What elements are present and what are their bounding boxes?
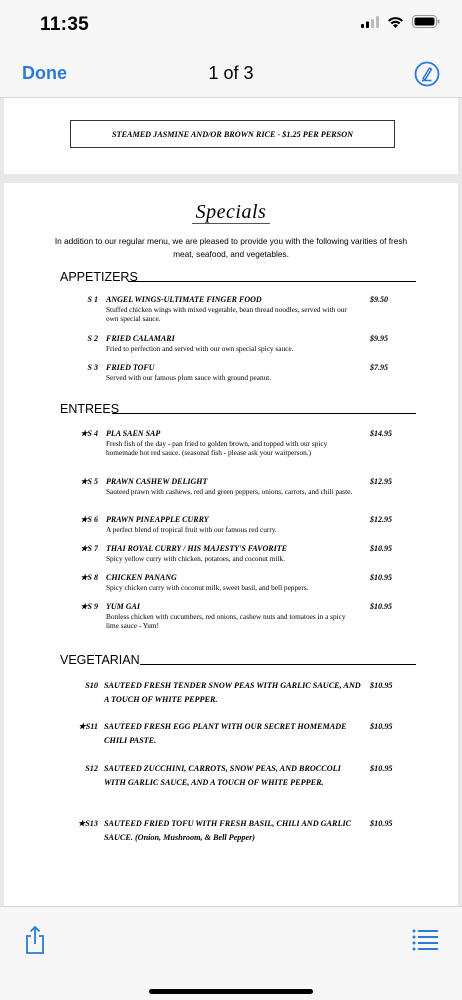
item-price: $10.95 <box>370 819 393 828</box>
item-name: FRIED TOFU <box>106 363 155 372</box>
item-code: S 3 <box>87 363 98 372</box>
item-price: $12.95 <box>370 515 392 524</box>
item-desc: Spicy chicken curry with coconut milk, sweet basil, and bell peppers. <box>106 582 309 592</box>
item-name: PRAWN CASHEW DELIGHT <box>106 477 208 486</box>
item-price: $10.95 <box>370 602 392 611</box>
item-name: SAUTEED ZUCCHINI, CARROTS, SNOW PEAS, AND BROCCOLI WITH GARLIC SAUCE, AND A TOUCH OF WHITE PEPPER. <box>104 764 341 787</box>
home-indicator[interactable] <box>149 989 313 994</box>
item-code: ★S 6 <box>80 515 98 524</box>
item-code: S 1 <box>87 295 98 304</box>
item-price: $10.95 <box>370 573 392 582</box>
section-title: VEGETARIAN <box>60 653 140 667</box>
item-price: $10.95 <box>370 764 393 773</box>
markup-icon[interactable] <box>414 61 440 87</box>
section-rule <box>112 413 416 414</box>
item-name: PLA SAEN SAP <box>106 429 161 438</box>
item-price: $9.95 <box>370 334 388 343</box>
item-desc: Fresh fish of the day - pan fried to golden brown, and topped with our spicy homemade hot red sauce. (seasonal fish - please ask your waitperson.) <box>106 438 328 457</box>
entrees-heading <box>60 402 119 416</box>
item-name: PRAWN PINEAPPLE CURRY <box>106 515 209 524</box>
item-code: ★S 5 <box>80 477 98 486</box>
item-code: S12 <box>85 764 98 773</box>
section-title: APPETIZERS <box>60 270 138 284</box>
item-desc: Spicy yellow curry with chicken, potatoes, and coconut milk. <box>106 553 285 563</box>
item-desc: Stuffed chicken wings with mixed vegetable, bean thread noodles, served with our own special sauce. <box>106 304 347 323</box>
item-code: S10 <box>85 681 98 690</box>
item-code: ★S11 <box>78 722 98 731</box>
item-desc: A perfect blend of tropical fruit with our famous red curry. <box>106 524 277 534</box>
item-price: $10.95 <box>370 544 392 553</box>
item-code: ★S 7 <box>80 544 98 553</box>
signal-icon <box>361 16 379 28</box>
item-code: ★S 4 <box>80 429 98 438</box>
item-name: ANGEL WINGS-ULTIMATE FINGER FOOD <box>106 295 262 304</box>
status-icons <box>361 15 440 28</box>
item-price: $9.50 <box>370 295 388 304</box>
item-name: THAI ROYAL CURRY / HIS MAJESTY'S FAVORITE <box>106 544 287 553</box>
item-name: YUM GAI <box>106 602 141 611</box>
previous-page <box>4 98 458 174</box>
appetizers-heading <box>60 270 138 284</box>
item-desc: Sauteed prawn with cashews, red and green peppers, onions, carrots, and chili paste. <box>106 486 353 496</box>
item-name: SAUTEED FRESH EGG PLANT WITH OUR SECRET HOMEMADE CHILI PASTE. <box>104 722 347 745</box>
item-price: $10.95 <box>370 722 393 731</box>
item-desc: Fried to perfection and served with our own special spicy sauce. <box>106 343 294 353</box>
item-code: S 2 <box>87 334 98 343</box>
item-code: ★S13 <box>77 819 98 828</box>
done-button[interactable]: Done <box>22 63 67 83</box>
item-name: CHICKEN PANANG <box>106 573 177 582</box>
wifi-icon <box>387 16 404 28</box>
share-icon[interactable] <box>23 925 47 955</box>
specials-intro: In addition to our regular menu, we are pleased to provide you with the following varities of fresh meat, seafood, and vegetables. <box>54 236 408 259</box>
document-viewer[interactable] <box>0 98 462 906</box>
status-bar <box>0 0 462 50</box>
item-code: ★S 9 <box>80 602 98 611</box>
specials-page <box>4 183 458 906</box>
nav-bar <box>0 50 462 98</box>
section-rule <box>128 281 416 282</box>
bottom-toolbar <box>0 906 462 1000</box>
battery-icon <box>412 15 440 28</box>
item-code: ★S 8 <box>80 573 98 582</box>
list-icon[interactable] <box>412 929 438 951</box>
section-rule <box>140 664 416 665</box>
status-time: 11:35 <box>40 14 90 35</box>
title-underline <box>192 223 270 224</box>
item-desc: Served with our famous plum sauce with ground peanut. <box>106 372 272 382</box>
item-name: SAUTEED FRIED TOFU WITH FRESH BASIL, CHILI AND GARLIC SAUCE. (Onion, Mushroom, & Bell Pepper) <box>104 819 352 842</box>
section-title: ENTREES <box>60 402 120 416</box>
item-price: $10.95 <box>370 681 393 690</box>
item-name: FRIED CALAMARI <box>106 334 175 343</box>
vegetarian-heading <box>60 653 140 667</box>
item-price: $14.95 <box>370 429 392 438</box>
item-desc: Bonless chicken with cucumbers, red onions, cashew nuts and tomatoes in a spicy lime sauce - Yum! <box>106 611 346 630</box>
specials-title: Specials <box>195 201 267 223</box>
item-name: SAUTEED FRESH TENDER SNOW PEAS WITH GARLIC SAUCE, AND A TOUCH OF WHITE PEPPER. <box>104 681 361 704</box>
item-price: $12.95 <box>370 477 392 486</box>
item-price: $7.95 <box>370 363 388 372</box>
rice-note: STEAMED JASMINE AND/OR BROWN RICE - $1.25 PER PERSON <box>70 120 395 148</box>
page-indicator: 1 of 3 <box>208 63 254 83</box>
